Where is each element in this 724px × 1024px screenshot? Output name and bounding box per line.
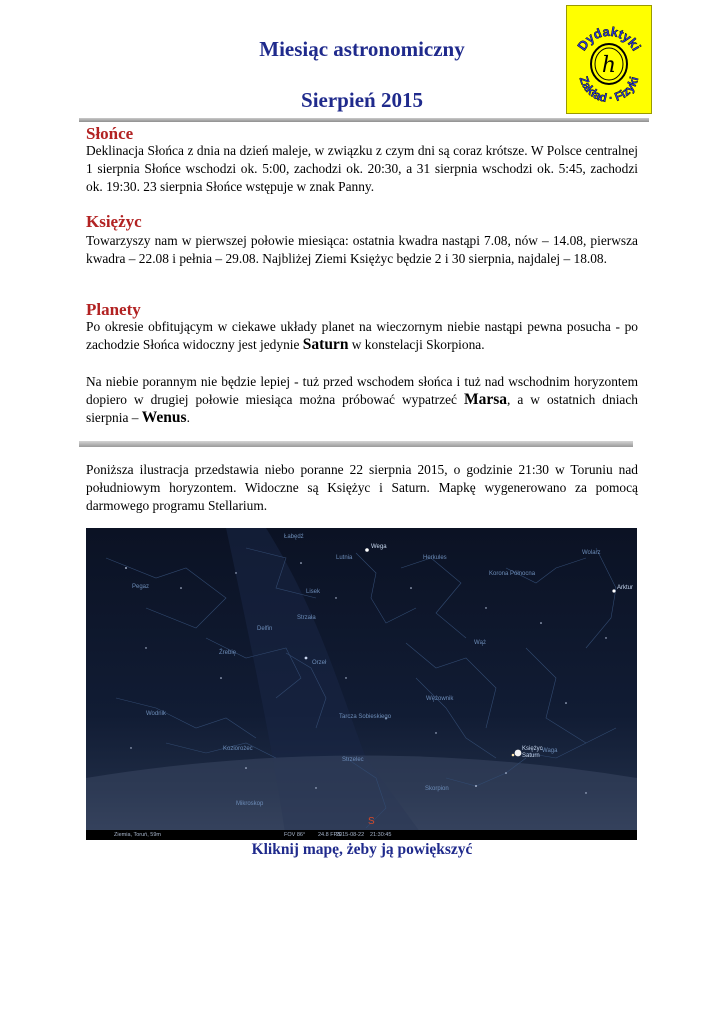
label-wezownik: Wężownik [426, 696, 454, 702]
sky-map-image[interactable] [86, 528, 637, 840]
planets-paragraph-2: Na niebie porannym nie będzie lepiej - tuż przed wschodem słońca i tuż nad wschodnim horyzontem dopiero w drugiej połowie miesiąca można próbować wypatrzeć Marsa, a w ostatnich dniach sierpnia – Wenus. [86, 374, 638, 426]
saturn-icon [512, 754, 515, 757]
label-zrebie: Źrebię [219, 650, 237, 656]
label-saturn: Saturn [522, 753, 540, 759]
label-delfin: Delfin [257, 626, 273, 632]
label-skorpion: Skorpion [425, 786, 449, 792]
department-logo[interactable] [566, 5, 652, 114]
planets-paragraph-1: Po okresie obfitującym w ciekawe układy planet na wieczornym niebie nastąpi pewna posucha - po zachodzie Słońca widoczny jest jedynie Saturn w konstelacji Skorpiona. [86, 319, 638, 353]
label-strzala: Strzała [297, 615, 316, 621]
status-time: 21:30:45 [370, 832, 392, 838]
status-location: Ziemia, Toruń, 59m [114, 832, 161, 838]
mars-highlight: Marsa [463, 391, 508, 408]
label-korona: Korona Północna [489, 571, 536, 577]
label-herkules: Herkules [423, 555, 447, 561]
top-divider [79, 118, 649, 122]
label-strzelec: Strzelec [342, 757, 364, 763]
label-waz: Wąż [474, 640, 486, 646]
status-fov: FOV 86° [284, 832, 306, 838]
label-orzel: Orzeł [312, 660, 327, 666]
label-labedz: Łabędź [284, 534, 304, 540]
status-date: 2015-08-22 [336, 832, 365, 838]
svg-text:Dydaktyki: Dydaktyki [574, 23, 645, 54]
moon-icon [515, 750, 522, 757]
logo-letter: h [601, 53, 617, 78]
label-mikroskop: Mikroskop [236, 801, 264, 807]
svg-text:Zakład · Fizyki: Zakład · Fizyki [576, 74, 642, 106]
logo-graphic [567, 6, 651, 113]
section-divider [79, 441, 633, 447]
status-fps: 24.8 FPS [318, 832, 341, 838]
label-lisek: Lisek [306, 589, 321, 595]
label-tarcza: Tarcza Sobieskiego [339, 714, 392, 720]
section-heading-sun: Słońce [86, 124, 134, 143]
page-subtitle: Sierpień 2015 [301, 88, 423, 112]
page-title: Miesiąc astronomiczny [259, 37, 465, 61]
saturn-highlight: Saturn [302, 336, 349, 353]
moon-paragraph: Towarzyszy nam w pierwszej połowie miesiąca: ostatnia kwadra nastąpi 7.08, nów – 14.08, pierwsza kwadra – 22.08 i pełnia – 29.08. Najbliżej Ziemi Księżyc będzie 2 i 30 sierpnia, najdalej – 18.08. [86, 233, 638, 266]
label-waga: Waga [542, 748, 558, 754]
sky-map-graphic [86, 528, 637, 840]
cardinal-south: S [368, 816, 375, 827]
section-heading-moon: Księżyc [86, 212, 142, 231]
label-lutnia: Lutnia [336, 555, 353, 561]
vega-star-icon [365, 548, 369, 552]
stellarium-status-bar [86, 830, 637, 840]
label-koziorozec: Koziorożec [223, 746, 253, 752]
label-wodnik: Wodnik [146, 711, 166, 717]
label-moon: Księżyc [522, 746, 543, 752]
arktur-star-icon [612, 589, 615, 592]
illustration-paragraph: Poniższa ilustracja przedstawia niebo poranne 22 sierpnia 2015, o godzinie 21:30 w Toruniu nad południowym horyzontem. Widoczne są Księżyc i Saturn. Mapkę wygenerowano za pomocą darmowego programu Stellarium. [86, 462, 638, 513]
section-heading-planets: Planety [86, 300, 141, 319]
sun-paragraph: Deklinacja Słońca z dnia na dzień maleje, w związku z czym dni są coraz krótsze. W Polsce centralnej 1 sierpnia Słońce wschodzi ok. 5:00, zachodzi ok. 20:30, a 31 sierpnia wschodzi ok. 5:45, zachodzi ok. 19:30. 23 sierpnia Słońce wstępuje w znak Panny. [86, 143, 638, 194]
label-pegaz: Pegaz [132, 584, 150, 590]
enlarge-map-link[interactable]: Kliknij mapę, żeby ją powiększyć [251, 841, 473, 858]
label-wolarz: Wolarz [582, 550, 601, 556]
label-vega: Wega [371, 544, 387, 550]
venus-highlight: Wenus [141, 409, 187, 426]
label-arktur: Arktur [617, 585, 634, 591]
